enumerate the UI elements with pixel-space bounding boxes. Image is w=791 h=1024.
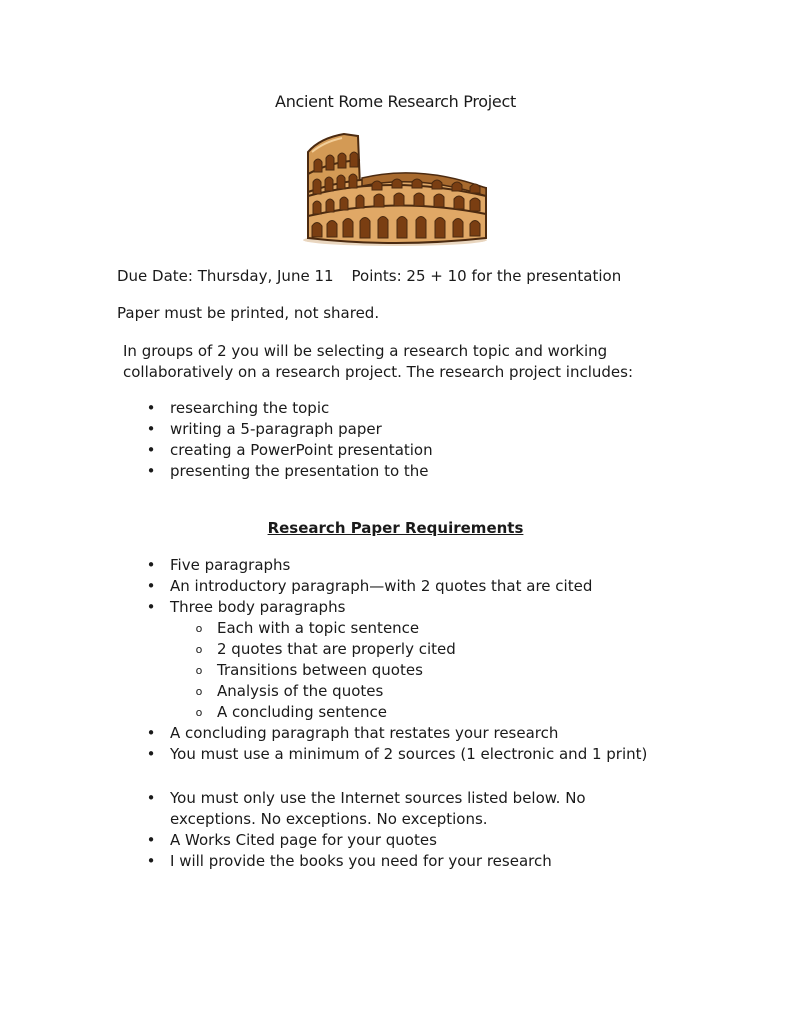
colosseum-icon [300,130,490,246]
task-text: writing a 5-paragraph paper [170,420,382,438]
list-item [146,461,433,482]
list-item [146,419,433,440]
sub-list-item [146,660,647,681]
body-paragraph-item: Each with a topic sentence [217,619,420,637]
document-title: Ancient Rome Research Project [275,92,516,111]
task-text: researching the topic [170,399,330,417]
list-item [146,440,433,461]
requirements-heading: Research Paper Requirements [267,519,524,537]
body-paragraph-item: Analysis of the quotes [217,682,384,700]
sub-bullet: o [195,685,203,698]
rule-text: You must only use the Internet sources listed below. No exceptions. No exceptions. No exceptions. [170,789,586,828]
list-item [146,576,647,597]
bullet: • [146,831,156,849]
sub-bullet: o [195,643,203,656]
intro-paragraph: In groups of 2 you will be selecting a research topic and working collaboratively on a research project. The research project includes: [123,342,634,381]
sub-bullet: o [195,664,203,677]
list-item [146,398,433,419]
sub-list-item [146,639,647,660]
sub-list-item [146,618,647,639]
sub-bullet: o [195,706,203,719]
bullet: • [146,745,156,763]
bullet: • [146,577,156,595]
list-item [146,851,610,872]
bullet: • [146,724,156,742]
printed-note: Paper must be printed, not shared. [117,304,380,322]
task-list [146,398,433,482]
due-date: Due Date: Thursday, June 11 [117,267,334,285]
requirements-list [146,555,647,765]
bullet: • [146,598,156,616]
requirement-text: Three body paragraphs [170,598,346,616]
requirement-text: Five paragraphs [170,556,291,574]
sub-bullet: o [195,622,203,635]
bullet: • [146,789,156,807]
bullet: • [146,441,156,459]
bullet: • [146,852,156,870]
bullet: • [146,462,156,480]
body-paragraph-item: Transitions between quotes [217,661,423,679]
list-item [146,597,647,618]
additional-rules-list [146,788,610,872]
body-paragraph-item: A concluding sentence [217,703,388,721]
list-item [146,555,647,576]
list-item [146,723,647,744]
due-date-line [117,267,621,285]
list-item [146,788,610,830]
list-item [146,744,647,765]
list-item [146,830,610,851]
points: Points: 25 + 10 for the presentation [351,267,622,285]
bullet: • [146,556,156,574]
task-text: creating a PowerPoint presentation [170,441,433,459]
body-paragraph-item: 2 quotes that are properly cited [217,640,456,658]
requirement-text: A concluding paragraph that restates your research [170,724,559,742]
rule-text: I will provide the books you need for your research [170,852,552,870]
requirement-text: An introductory paragraph—with 2 quotes that are cited [170,577,593,595]
bullet: • [146,399,156,417]
rule-text: A Works Cited page for your quotes [170,831,437,849]
bullet: • [146,420,156,438]
task-text: presenting the presentation to the [170,462,429,480]
sub-list-item [146,681,647,702]
requirement-text: You must use a minimum of 2 sources (1 electronic and 1 print) [170,745,648,763]
sub-list-item [146,702,647,723]
